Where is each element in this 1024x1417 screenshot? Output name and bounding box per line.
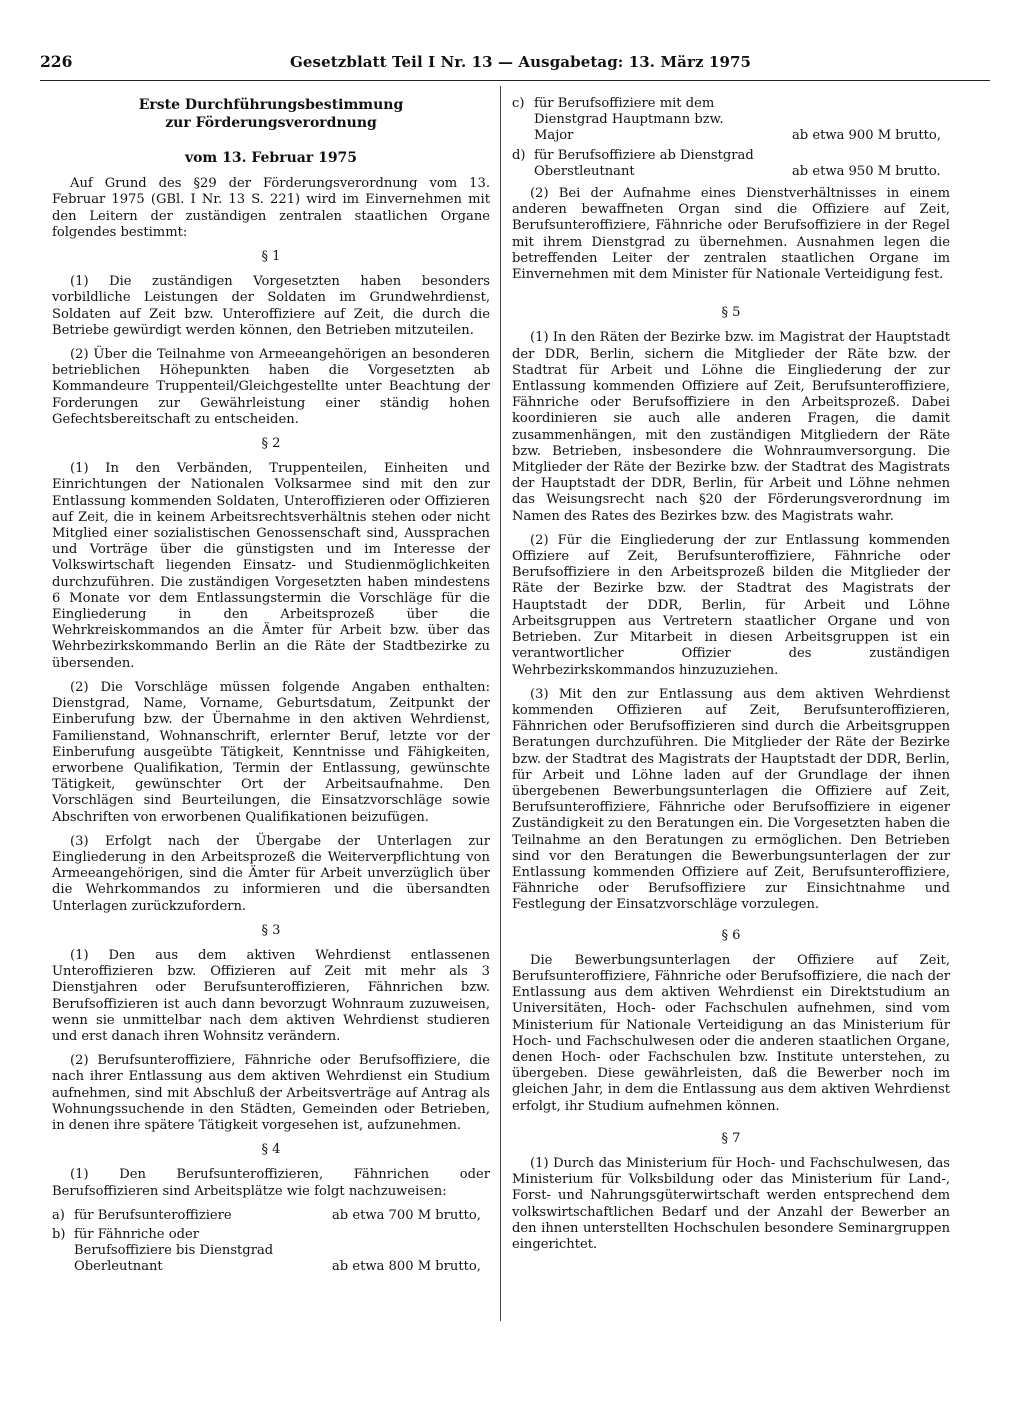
salary-list-left — [52, 1208, 490, 1276]
paragraph: (2) Berufsunteroffiziere, Fähnriche oder Berufsoffiziere, die nach ihrer Entlassung aus dem aktiven Wehrdienst ein Studium aufnehmen, sind mit Abschluß der Arbeitsverträge auf Antrag als Wohnungssuchende in den Städten, Gemeinden oder Betrieben, in denen ihre spätere Tätigkeit vorgesehen ist, aufzunehmen. — [52, 1053, 490, 1133]
paragraph: (2) Die Vorschläge müssen folgende Angaben enthalten: Dienstgrad, Name, Vorname, Geburtsdatum, Zeitpunkt der Einberufung bzw. der Übernahme in den aktiven Wehrdienst, Familienstand, Wohnanschrift, erlernter Beruf, letzte vor der Einberufung ausgeübte Tätigkeit, Kenntnisse und Fähigkeiten, erworbene Qualifikation, Termin der Entlassung, gewünschte Tätigkeit, gewünschter Ort der Arbeitsaufnahme. Den Vorschlägen sind Beurteilungen, die Einsatzvorschläge sowie Abschriften von erworbenen Qualifikationen beizufügen. — [52, 679, 490, 825]
document-date: vom 13. Februar 1975 — [184, 150, 358, 166]
section-heading-1: § 1 — [261, 249, 281, 265]
salary-list-right — [512, 96, 950, 180]
list-text: für Fähnriche oder Berufsoffiziere bis Dienstgrad Oberleutnant — [74, 1226, 274, 1275]
section-heading-5: § 5 — [721, 305, 741, 321]
paragraph: (1) In den Verbänden, Truppenteilen, Einheiten und Einrichtungen der Nationalen Volksarmee sind mit den zur Entlassung kommenden Soldaten, Unteroffizieren oder Offizieren auf Zeit, die in keinem Arbeitsrechtsverhältnis stehen oder nicht Mitglied einer sozialistischen Genossenschaft sind, Aussprachen und Vorträge über die günstigsten und im Interesse der Volkswirtschaft liegenden Einsatz- und Studienmöglichkeiten durchzuführen. Die zuständigen Vorgesetzten haben mindestens 6 Monate vor dem Entlassungstermin die Vorschläge für die Eingliederung in den Arbeitsprozeß über die Wehrkreiskommandos an die Ämter für Arbeit bzw. über das Wehrbezirkskommando Berlin an die Räte der Stadtbezirke zu übersenden. — [52, 461, 490, 671]
header-rule — [40, 80, 990, 81]
right-column — [512, 96, 950, 1261]
paragraph: (2) Bei der Aufnahme eines Dienstverhältnisses in einem anderen bewaffneten Organ sind die Offiziere auf Zeit, Berufsunteroffiziere, Fähnriche oder Berufsoffiziere in der Regel mit ihrem Dienstgrad zu übernehmen. Ausnahmen legen die betreffenden Leiter der zentralen staatlichen Organe im Einvernehmen mit dem Minister für Nationale Verteidigung fest. — [512, 186, 950, 283]
paragraph: (3) Mit den zur Entlassung aus dem aktiven Wehrdienst kommenden Offizieren auf Zeit, Berufsunteroffizieren, Fähnrichen oder Berufsoffizieren sind durch die Arbeitsgruppen Beratungen durchzuführen. Die Mitglieder der Räte der Bezirke bzw. der Stadtrat des Magistrats der Hauptstadt der DDR, Berlin, für Arbeit und Löhne laden auf der Grundlage der ihnen übergebenen Bewerbungsunterlagen die Offiziere auf Zeit, Berufsunteroffiziere, Fähnriche oder Berufsoffiziere in eigener Zuständigkeit zu den Beratungen ein. Die Vorgesetzten haben die Teilnahme an den Beratungen zu ermöglichen. Den Betrieben sind vor den Beratungen die Bewerbungsunterlagen der zur Entlassung kommenden Offiziere auf Zeit, Berufsunteroffiziere, Fähnriche oder Berufsoffiziere zur Einsichtnahme und Festlegung der Einsatzvorschläge vorzulegen. — [512, 686, 950, 913]
section-heading-2: § 2 — [261, 436, 281, 452]
paragraph: (1) Den Berufsunteroffizieren, Fähnrichen oder Berufsoffizieren sind Arbeitsplätze wie folgt nachzuweisen: — [52, 1167, 490, 1199]
list-item — [52, 1227, 490, 1276]
list-marker: b) — [52, 1226, 66, 1242]
list-marker: a) — [52, 1207, 65, 1223]
section-heading-6: § 6 — [721, 927, 741, 943]
paragraph: (1) In den Räten der Bezirke bzw. im Magistrat der Hauptstadt der DDR, Berlin, sichern die Mitglieder der Räte bzw. der Stadtrat für Arbeit und Löhne die Eingliederung der zur Entlassung kommenden Offiziere auf Zeit, Berufsunteroffiziere, Fähnriche oder Berufsoffiziere in den Arbeitsprozeß. Dabei koordinieren sie auch alle anderen Fragen, die damit zusammenhängen, mit den zuständigen Mitgliedern der Räte bzw. Betrieben, insbesondere die Wohnraumversorgung. Die Mitglieder der Räte der Bezirke bzw. der Stadtrat des Magistrats der Hauptstadt der DDR, Berlin, für Arbeit und Löhne nehmen das Weisungsrecht nach §20 der Förderungsverordnung im Namen des Rates des Bezirkes bzw. des Magistrats wahr. — [512, 330, 950, 524]
paragraph: (2) Für die Eingliederung der zur Entlassung kommenden Offiziere auf Zeit, Berufsunteroffiziere, Fähnriche oder Berufsoffiziere in den Arbeitsprozeß bilden die Mitglieder der Räte der Bezirke bzw. der Stadtrat des Magistrats der Hauptstadt der DDR, Berlin, für Arbeit und Löhne Arbeitsgruppen aus Vertretern staatlicher Organe und von Betrieben. Zur Mitarbeit in diesen Arbeitsgruppen ist ein verantwortlicher Offizier des zuständigen Wehrbezirkskommandos hinzuzuziehen. — [512, 532, 950, 678]
list-text: für Berufsunteroffiziere — [74, 1207, 232, 1223]
list-marker: d) — [512, 147, 526, 163]
list-amount: ab etwa 950 M brutto. — [792, 163, 941, 179]
page-number: 226 — [40, 52, 73, 71]
section-heading-3: § 3 — [261, 922, 281, 938]
paragraph: (3) Erfolgt nach der Übergabe der Unterlagen zur Eingliederung in den Arbeitsprozeß die Weiterverpflichtung von Armeeangehörigen, sind die Ämter für Arbeit unverzüglich über die Wehrkommandos zu informieren und die übersandten Unterlagen zurückzufordern. — [52, 833, 490, 914]
list-item — [512, 148, 950, 180]
document-title-line1: Erste Durchführungsbestimmung — [138, 97, 404, 113]
column-divider — [500, 86, 501, 1321]
preamble: Auf Grund des §29 der Förderungsverordnung vom 13. Februar 1975 (GBl. I Nr. 13 S. 221) wird im Einvernehmen mit den Leitern der zuständigen zentralen staatlichen Organe folgendes bestimmt: — [52, 176, 490, 240]
document-title-line2: zur Förderungsverordnung — [165, 115, 377, 131]
list-text: für Berufsoffiziere ab Dienstgrad Oberstleutnant — [534, 147, 754, 179]
list-amount: ab etwa 800 M brutto, — [332, 1259, 481, 1275]
section-heading-7: § 7 — [721, 1130, 741, 1146]
paragraph: (2) Über die Teilnahme von Armeeangehörigen an besonderen betrieblichen Höhepunkten haben die Vorgesetzten ab Kommandeure Truppenteil/Gleichgestellte unter Beachtung der Forderungen zur Gewährleistung einer ständig hohen Gefechtsbereitschaft zu entscheiden. — [52, 347, 490, 427]
list-amount: ab etwa 700 M brutto, — [332, 1207, 481, 1223]
list-text: für Berufsoffiziere mit dem Dienstgrad Hauptmann bzw. Major — [534, 96, 724, 144]
list-amount: ab etwa 900 M brutto, — [792, 128, 941, 144]
paragraph: Die Bewerbungsunterlagen der Offiziere auf Zeit, Berufsunteroffiziere, Fähnriche oder Berufsoffiziere, die nach der Entlassung aus dem aktiven Wehrdienst ein Direktstudium an Universitäten, Hoch- oder Fachschulen aufnehmen, sind vom Ministerium für Nationale Verteidigung an das Ministerium für Hoch- und Fachschulwesen oder die anderen staatlichen Organe, denen Hoch- oder Fachschulen bzw. Institute unterstehen, zu übergeben. Diese gewährleisten, daß die Bewerber noch im gleichen Jahr, in dem die Entlassung aus dem aktiven Wehrdienst erfolgt, ihr Studium aufnehmen können. — [512, 952, 950, 1114]
running-header — [40, 54, 990, 76]
list-item — [512, 96, 950, 145]
paragraph: (1) Die zuständigen Vorgesetzten haben besonders vorbildliche Leistungen der Soldaten im Grundwehrdienst, Soldaten auf Zeit bzw. Unteroffiziere auf Zeit, die durch die Betriebe gewürdigt werden können, den Betrieben mitzuteilen. — [52, 274, 490, 338]
paragraph: (1) Durch das Ministerium für Hoch- und Fachschulwesen, das Ministerium für Volksbildung oder das Ministerium für Land-, Forst- und Nahrungsgüterwirtschaft werden entsprechend dem volkswirtschaftlichen Bedarf und der Anzahl der Bewerber an den ihnen unterstellten Hochschulen besondere Seminargruppen eingerichtet. — [512, 1155, 950, 1252]
list-marker: c) — [512, 96, 525, 111]
paragraph: (1) Den aus dem aktiven Wehrdienst entlassenen Unteroffizieren bzw. Offizieren auf Zeit mit mehr als 3 Dienstjahren oder Berufsunteroffizieren, Fähnrichen bzw. Berufsoffizieren ist auch dann bevorzugt Wohnraum zuzuweisen, wenn sie unmittelbar nach dem aktiven Wehrdienst studieren und erst danach ihren Wohnsitz verändern. — [52, 947, 490, 1044]
left-column — [52, 96, 490, 1282]
list-item — [52, 1208, 490, 1224]
header-title: Gesetzblatt Teil I Nr. 13 — Ausgabetag: 13. März 1975 — [290, 53, 752, 71]
section-heading-4: § 4 — [261, 1142, 281, 1158]
